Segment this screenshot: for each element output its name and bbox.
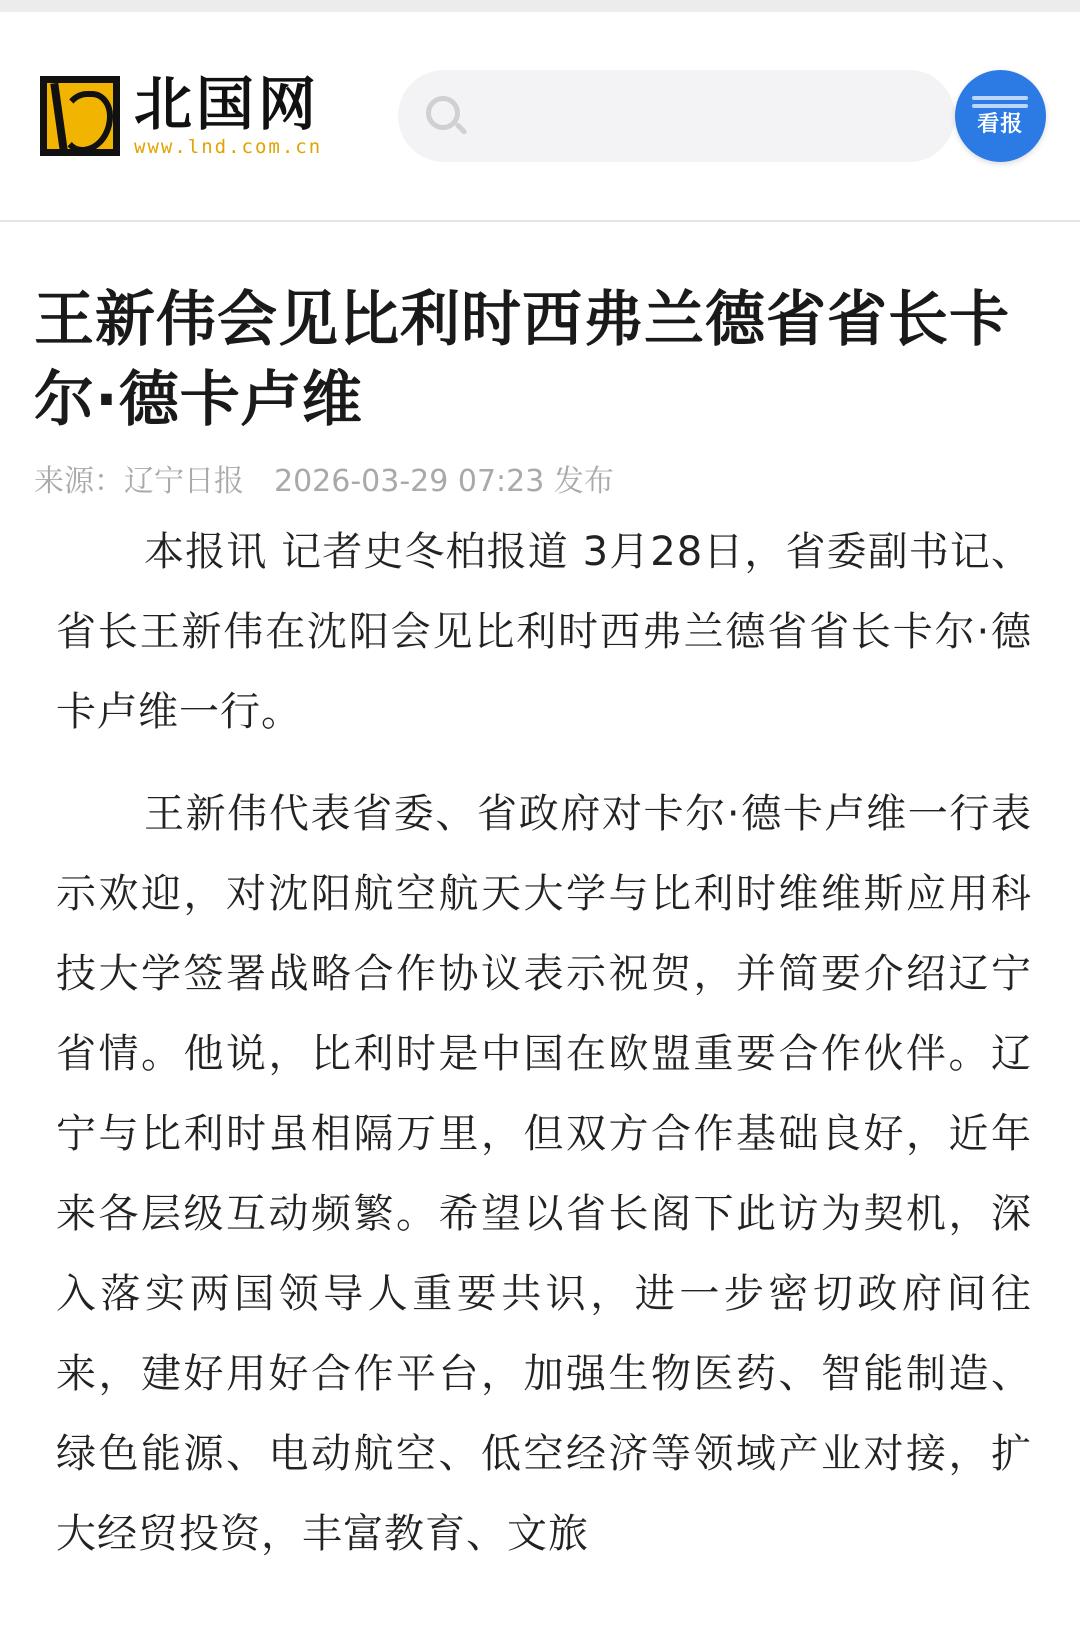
kanbao-button[interactable] xyxy=(955,70,1046,162)
article xyxy=(0,280,1080,1574)
article-paragraph: 本报讯 记者史冬柏报道 3月28日，省委副书记、省长王新伟在沈阳会见比利时西弗兰德省省长卡尔·德卡卢维一行。 xyxy=(56,529,1032,735)
article-paragraph: 王新伟代表省委、省政府对卡尔·德卡卢维一行表示欢迎，对沈阳航空航天大学与比利时维维斯应用科技大学签署战略合作协议表示祝贺，并简要介绍辽宁省情。他说，比利时是中国在欧盟重要合作伙伴。辽宁与比利时虽相隔万里，但双方合作基础良好，近年来各层级互动频繁。希望以省长阁下此访为契机，深入落实两国领导人重要共识，进一步密切政府间往来，建好用好合作平台，加强生物医药、智能制造、绿色能源、电动航空、低空经济等领域产业对接，扩大经贸投资，丰富教育、文旅 xyxy=(56,791,1032,1557)
logo-url: www.lnd.com.cn xyxy=(134,136,323,158)
newspaper-icon xyxy=(972,92,1028,112)
logo-text xyxy=(134,70,323,158)
article-body xyxy=(56,512,1032,1574)
site-logo[interactable] xyxy=(40,66,358,166)
article-source: 来源：辽宁日报 xyxy=(34,464,244,499)
logo-mark-icon xyxy=(40,76,120,156)
article-meta xyxy=(34,456,1080,500)
logo-title: 北国网 xyxy=(134,70,321,138)
status-strip xyxy=(0,0,1080,12)
kanbao-label: 看报 xyxy=(977,112,1024,137)
search-icon xyxy=(424,94,468,138)
site-header xyxy=(0,12,1080,222)
article-datetime: 2026-03-29 07:23 发布 xyxy=(274,464,614,499)
article-title: 王新伟会见比利时西弗兰德省省长卡尔·德卡卢维 xyxy=(34,285,1010,435)
search-input[interactable] xyxy=(398,70,955,162)
